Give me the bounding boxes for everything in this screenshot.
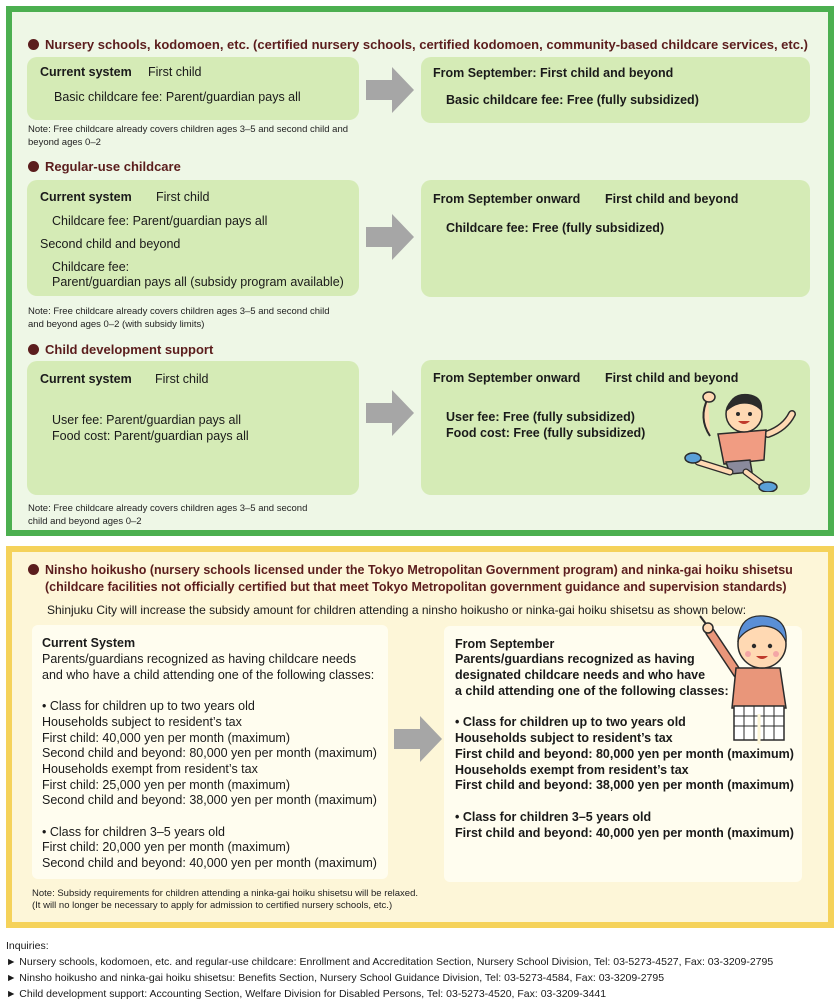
new-header: From September: First child and beyond [433, 66, 674, 80]
right-arrow-icon [394, 716, 442, 762]
current-fee-first: Childcare fee: Parent/guardian pays all [52, 214, 268, 228]
bullet-icon [28, 344, 39, 355]
text-line: First child and beyond: 40,000 yen per month (maximum) [455, 825, 794, 840]
bullet-icon [28, 564, 39, 575]
section-title-text: Nursery schools, kodomoen, etc. (certified nursery schools, certified kodomoen, community-based childcare services, etc.) [45, 37, 808, 52]
text-line: First child: 25,000 yen per month (maximum) [42, 777, 291, 792]
new-fee: Basic childcare fee: Free (fully subsidized) [446, 93, 699, 107]
running-boy-illustration [680, 388, 808, 492]
new-label: From September onward [433, 371, 581, 385]
inquiry-line: ► Child development support: Accounting Section, Welfare Division for Disabled Persons, Tel: 03-5273-4520, Fax: 03-3209-3441 [6, 988, 607, 1000]
text-line: Parents/guardians recognized as having childcare needs [42, 652, 357, 666]
text-line: First child: 20,000 yen per month (maximum) [42, 840, 291, 855]
text-line: • Class for children 3–5 years old [42, 824, 225, 839]
note-ninsho-line1: Note: Subsidy requirements for children attending a ninka-gai hoiku shisetsu will be relaxed. [32, 888, 419, 899]
text-line: Households subject to resident’s tax [42, 714, 242, 729]
current-food-cost: Food cost: Parent/guardian pays all [52, 429, 249, 443]
note-nursery: Note: Free childcare already covers children ages 3–5 and second child and beyond ages 0–2 [28, 124, 349, 148]
note-development-line1: Note: Free childcare already covers children ages 3–5 and second [28, 503, 308, 514]
ninsho-intro: Shinjuku City will increase the subsidy amount for children attending a ninsho hoikusho or ninka-gai hoiku shisetsu as shown below: [47, 603, 747, 617]
text-line: Households exempt from resident’s tax [455, 762, 689, 777]
note-development-line2: child and beyond ages 0–2 [28, 516, 142, 527]
text-line: First child and beyond: 80,000 yen per month (maximum) [455, 746, 794, 761]
section-title-text: Child development support [45, 342, 214, 357]
second-child-label: Second child and beyond [40, 237, 181, 251]
text-line: • Class for children up to two years old [455, 715, 686, 730]
text-line: designated childcare needs and who have [455, 667, 706, 682]
bullet-icon [28, 161, 39, 172]
text-line: a child attending one of the following classes: [455, 683, 729, 698]
right-arrow-icon [366, 390, 414, 436]
inquiry-line: ► Ninsho hoikusho and ninka-gai hoiku shisetsu: Benefits Section, Nursery School Guidance Division, Tel: 03-5273-4584, Fax: 03-3209-2795 [6, 972, 665, 984]
current-user-fee: User fee: Parent/guardian pays all [52, 413, 241, 427]
current-label: Current system [40, 372, 132, 386]
current-child: First child [156, 190, 210, 204]
text-line: • Class for children up to two years old [42, 699, 255, 714]
right-arrow-icon [366, 214, 414, 260]
inquiry-line: ► Nursery schools, kodomoen, etc. and regular-use childcare: Enrollment and Accreditation Section, Nursery School Division, Tel: 03-5273-4527, Fax: 03-3209-2795 [6, 956, 774, 968]
current-label: Current system [40, 65, 132, 79]
new-child: First child and beyond [605, 371, 739, 385]
new-food-cost: Food cost: Free (fully subsidized) [446, 426, 646, 440]
note-regular-use-line1: Note: Free childcare already covers children ages 3–5 and second child [28, 306, 330, 317]
new-user-fee: User fee: Free (fully subsidized) [446, 410, 635, 424]
text-line: First child and beyond: 38,000 yen per month (maximum) [455, 778, 794, 793]
current-fee-second-a: Childcare fee: [52, 260, 130, 274]
section-title-nursery [28, 37, 808, 52]
new-child: First child and beyond [605, 192, 739, 206]
section-title-ninsho-line2: (childcare facilities not officially certified but that meet Tokyo Metropolitan government guidance and supervision standards) [45, 580, 787, 594]
current-fee: Basic childcare fee: Parent/guardian pays all [54, 90, 301, 104]
text-line: • Class for children 3–5 years old [455, 810, 652, 824]
new-fee: Childcare fee: Free (fully subsidized) [446, 221, 665, 235]
current-child: First child [148, 65, 202, 79]
new-label: From September onward [433, 192, 581, 206]
text-line: and who have a child attending one of the following classes: [42, 667, 375, 682]
text-line: Second child and beyond: 80,000 yen per month (maximum) [42, 746, 377, 761]
text-line: Households subject to resident’s tax [455, 731, 673, 745]
current-label: Current System [42, 636, 136, 650]
text-line: Second child and beyond: 40,000 yen per month (maximum) [42, 856, 377, 871]
right-arrow-icon [366, 67, 414, 113]
current-label: Current system [40, 190, 132, 204]
bullet-icon [28, 39, 39, 50]
section-title-text: Ninsho hoikusho (nursery schools licensed under the Tokyo Metropolitan Government program) and ninka-gai hoiku shisetsu [45, 563, 793, 577]
current-child: First child [155, 372, 209, 386]
note-regular-use-line2: and beyond ages 0–2 (with subsidy limits) [28, 319, 205, 330]
text-line: Households exempt from resident’s tax [42, 761, 258, 776]
section-title-ninsho-line1 [28, 563, 793, 577]
inquiries-heading: Inquiries: [6, 940, 49, 952]
current-fee-second-b: Parent/guardian pays all (subsidy program available) [52, 275, 344, 289]
new-label: From September [455, 637, 555, 651]
section-title-regular-use [28, 159, 181, 174]
section-title-text: Regular-use childcare [45, 159, 181, 174]
section-title-development [28, 342, 213, 357]
pointing-boy-illustration [696, 604, 808, 750]
text-line: Second child and beyond: 38,000 yen per month (maximum) [42, 793, 377, 808]
note-ninsho-line2: (It will no longer be necessary to apply for admission to certified nursery schools, etc.) [32, 900, 393, 911]
text-line: First child: 40,000 yen per month (maximum) [42, 730, 291, 745]
text-line: Parents/guardians recognized as having [455, 652, 695, 666]
